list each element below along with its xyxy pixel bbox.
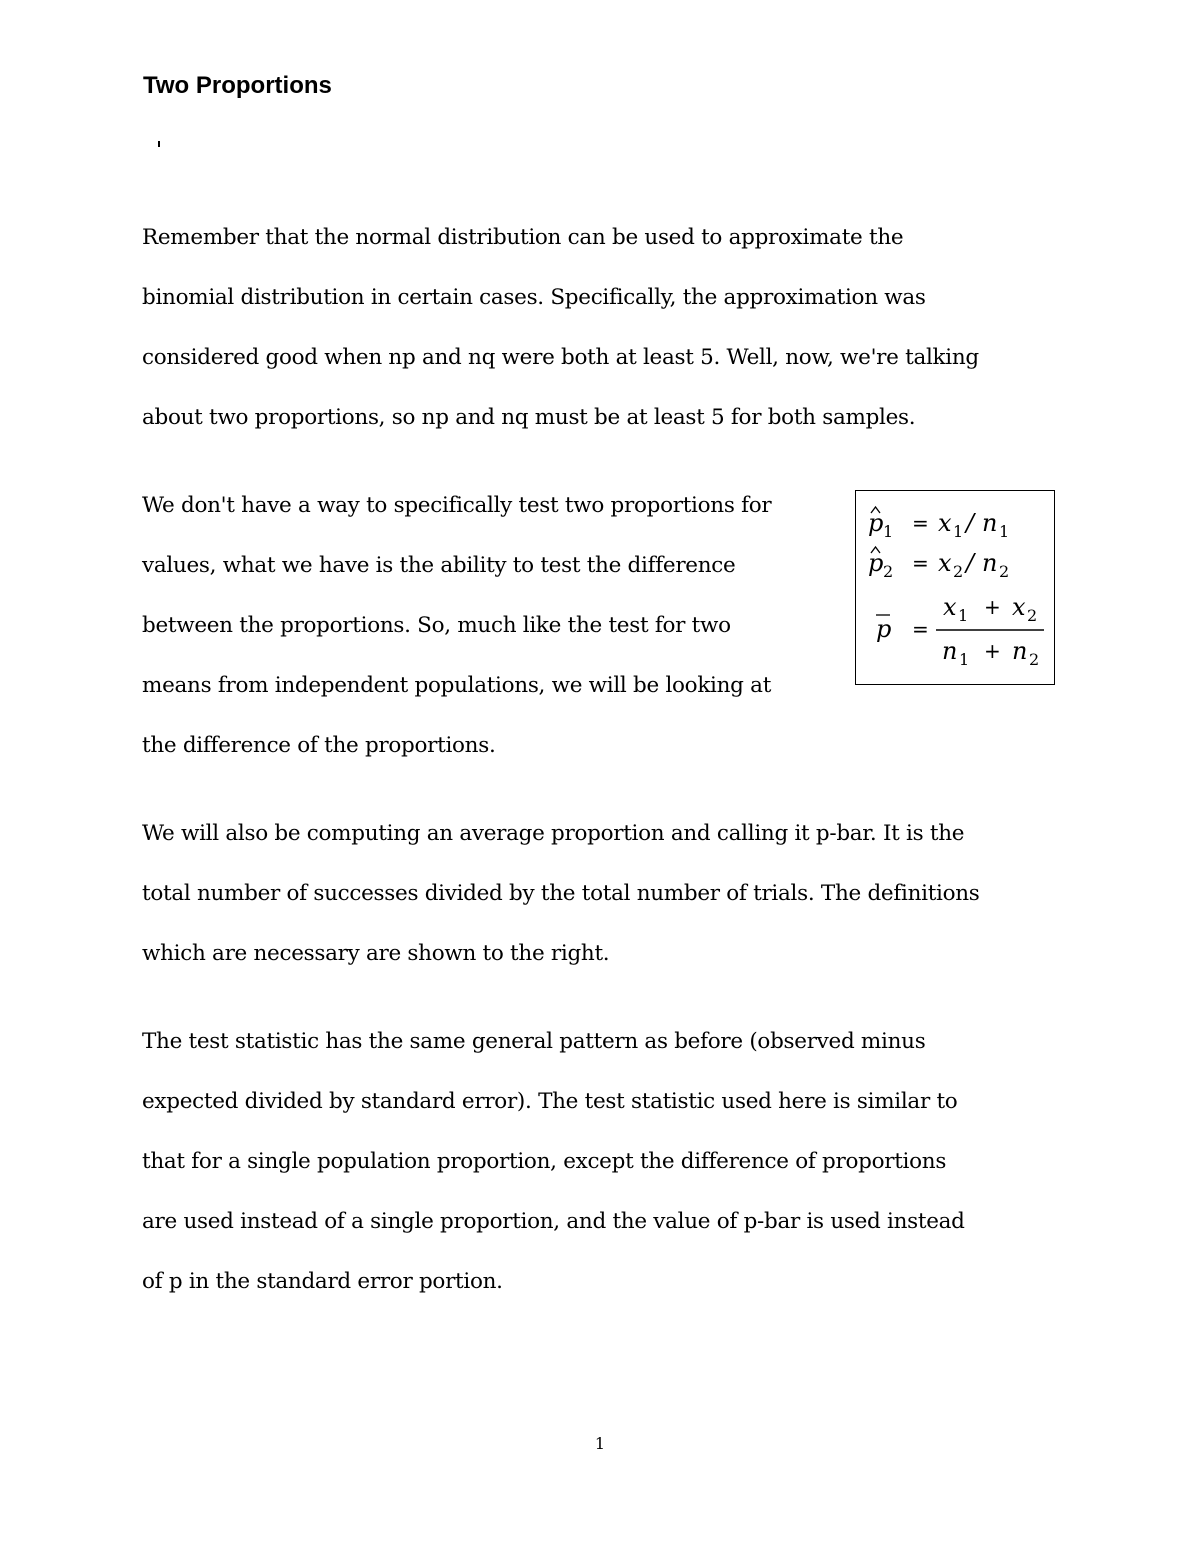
formula-operator: = <box>912 551 929 575</box>
formula-symbol: x <box>943 593 957 621</box>
formula-symbol: n <box>1012 637 1028 665</box>
formula-subscript: 2 <box>953 562 964 581</box>
formula-subscript: 2 <box>1029 650 1040 669</box>
formula-subscript: 1 <box>953 522 964 541</box>
formula-definitions-box <box>855 490 1055 685</box>
formula-symbol: x <box>938 549 952 577</box>
text-line: total number of successes divided by the total number of trials. The definitions <box>142 881 980 906</box>
stray-mark <box>158 141 160 147</box>
formula-symbol: x <box>1012 593 1026 621</box>
formula-symbol: p <box>868 549 884 577</box>
formula-subscript: 2 <box>999 562 1010 581</box>
paragraph-test-statistic <box>142 1012 1072 1312</box>
formula-subscript: 1 <box>958 606 969 625</box>
formula-p-hat-2 <box>868 547 1009 581</box>
formula-symbol: p <box>876 615 892 643</box>
page-number: 1 <box>594 1434 606 1453</box>
formula-subscript: 1 <box>959 650 970 669</box>
formula-operator: + <box>984 595 1001 619</box>
text-line: means from independent populations, we will be looking at <box>142 673 772 698</box>
text-line: binomial distribution in certain cases. Specifically, the approximation was <box>142 285 926 310</box>
formula-symbol: n <box>982 549 998 577</box>
paragraph-p-bar <box>142 804 1072 984</box>
formula-p-bar <box>876 593 1044 669</box>
page-title: Two Proportions <box>143 72 332 99</box>
text-line: values, what we have is the ability to test the difference <box>142 553 736 578</box>
formula-symbol: x <box>938 509 952 537</box>
text-line: Remember that the normal distribution can be used to approximate the <box>142 225 904 250</box>
text-line: The test statistic has the same general pattern as before (observed minus <box>142 1029 926 1054</box>
formula-operator: = <box>912 617 929 641</box>
formula-operator: = <box>912 511 929 535</box>
formula-p-hat-1 <box>868 507 1009 541</box>
text-line: We don't have a way to specifically test two proportions for <box>142 493 772 518</box>
text-line: between the proportions. So, much like the test for two <box>142 613 731 638</box>
formula-subscript: 2 <box>883 562 894 581</box>
text-line: the difference of the proportions. <box>142 733 496 758</box>
formula-operator: + <box>984 639 1001 663</box>
formula-symbol: p <box>868 509 884 537</box>
formula-svg <box>856 491 1053 683</box>
text-line: considered good when np and nq were both at least 5. Well, now, we're talking <box>142 345 979 370</box>
text-line: that for a single population proportion, except the difference of proportions <box>142 1149 947 1174</box>
formula-operator: / <box>966 549 975 577</box>
formula-subscript: 2 <box>1027 606 1038 625</box>
text-line: which are necessary are shown to the right. <box>142 941 610 966</box>
text-line: about two proportions, so np and nq must be at least 5 for both samples. <box>142 405 916 430</box>
paragraph-difference-of-proportions <box>142 476 842 776</box>
text-line: We will also be computing an average proportion and calling it p-bar. It is the <box>142 821 965 846</box>
text-line: of p in the standard error portion. <box>142 1269 503 1294</box>
paragraph-normal-approximation <box>142 208 1072 448</box>
formula-operator: / <box>966 509 975 537</box>
text-line: are used instead of a single proportion, and the value of p-bar is used instead <box>142 1209 965 1234</box>
formula-subscript: 1 <box>999 522 1010 541</box>
formula-symbol: n <box>942 637 958 665</box>
formula-subscript: 1 <box>883 522 894 541</box>
formula-symbol: n <box>982 509 998 537</box>
text-line: expected divided by standard error). The test statistic used here is similar to <box>142 1089 958 1114</box>
